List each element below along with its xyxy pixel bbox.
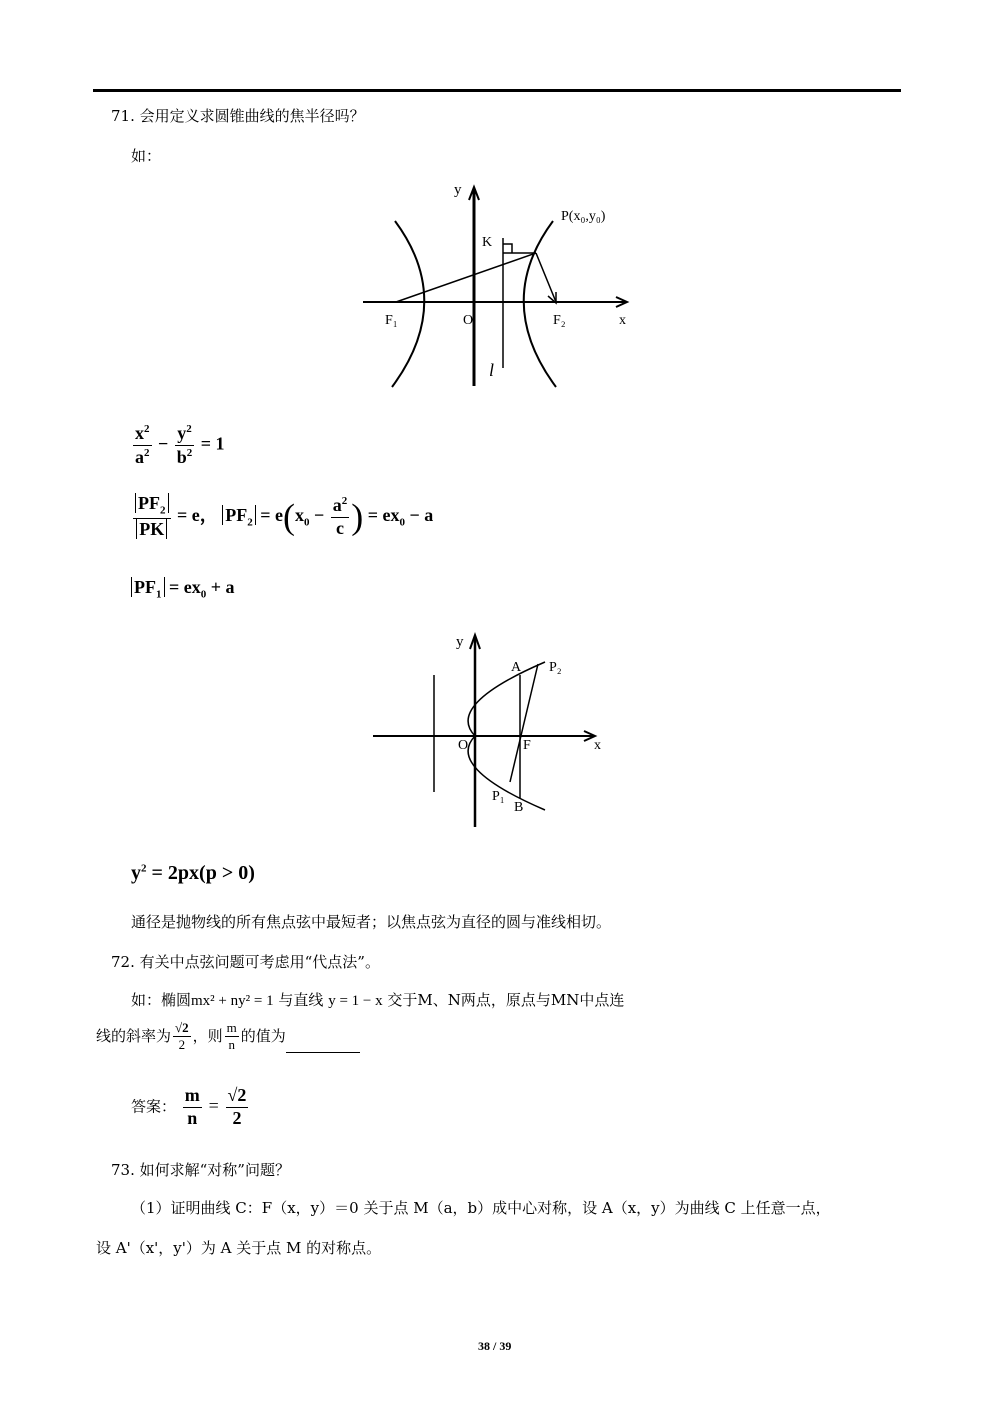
fig1-label-f1: F₁: [385, 313, 398, 328]
q73-title: 73. 如何求解“对称”问题？: [111, 1161, 290, 1179]
q72-answer: 答案： $\frac{m}{n}$ = $\frac{√2}{2}$: [131, 1085, 247, 1128]
fig2-label-y: y: [456, 634, 464, 650]
focal-chord: [510, 664, 538, 782]
hyperbola-figure: [355, 178, 645, 393]
latus-rectum-note: 通径是抛物线的所有焦点弦中最短者；以焦点弦为直径的圆与准线相切。: [131, 913, 612, 931]
q71-title: 71. 会用定义求圆锥曲线的焦半径吗？: [111, 107, 365, 125]
fig2-label-b: B: [514, 800, 524, 815]
fig1-label-o: O: [463, 313, 474, 328]
fig2-label-f: F: [523, 738, 531, 753]
hyperbola-left-branch: [392, 221, 424, 387]
parabola-equation: $y^2 = 2px(p > 0)$: [131, 862, 255, 884]
fig1-label-l: l: [489, 360, 495, 380]
parabola-figure: [365, 627, 620, 832]
right-angle-mark: [503, 244, 512, 253]
fig1-label-f2: F₂: [553, 313, 566, 328]
fig1-label-x: x: [619, 313, 626, 328]
answer-blank: [286, 1038, 360, 1053]
fig1-label-k: K: [482, 235, 493, 250]
q73-paragraph-1: （1）证明曲线 C：F（x，y）＝0 关于点 M（a，b）成中心对称，设 A（x，y）为曲线 C 上任意一点，: [131, 1199, 831, 1217]
q72-example-line2: 线的斜率为 $\frac{√2}{2}$ ，则 $\frac{m}{n}$ 的值为: [96, 1021, 360, 1053]
q72-example-line1: 如：椭圆mx² + ny² = 1 与直线 y = 1 − x 交于M、N两点，原点与MN中点连: [131, 991, 625, 1009]
fig2-label-x: x: [594, 738, 601, 753]
header-rule: [93, 89, 901, 92]
page-number: 38 / 39: [478, 1339, 512, 1353]
fig2-label-p1: P₁: [492, 789, 505, 804]
fig2-label-o: O: [458, 738, 469, 753]
fig1-label-y: y: [454, 182, 462, 198]
q72-title: 72. 有关中点弦问题可考虑用“代点法”。: [111, 953, 380, 971]
pf1-equation: $PF_1 = ex_0 + a$: [131, 577, 235, 601]
hyperbola-equation: $\frac{x^2}{a^2}$ − $\frac{y^2}{b^2}$ = 1: [135, 423, 225, 467]
focal-radius-equation: $\frac{PF_2}{PK}$ = e， $PF_2 = e(x_0$ − $\frac{a^2}{c}$ ) = $ex_0 - a$: [131, 494, 433, 539]
fig2-label-a: A: [511, 660, 522, 675]
q73-paragraph-2: 设 A'（x'，y'）为 A 关于点 M 的对称点。: [96, 1239, 382, 1257]
q71-example-label: 如：: [131, 147, 162, 165]
fig2-label-p2: P₂: [549, 660, 562, 675]
pf2-segment: [536, 253, 556, 302]
hyperbola-right-branch: [524, 221, 556, 387]
fig1-label-p: P(x₀,y₀): [561, 209, 606, 224]
